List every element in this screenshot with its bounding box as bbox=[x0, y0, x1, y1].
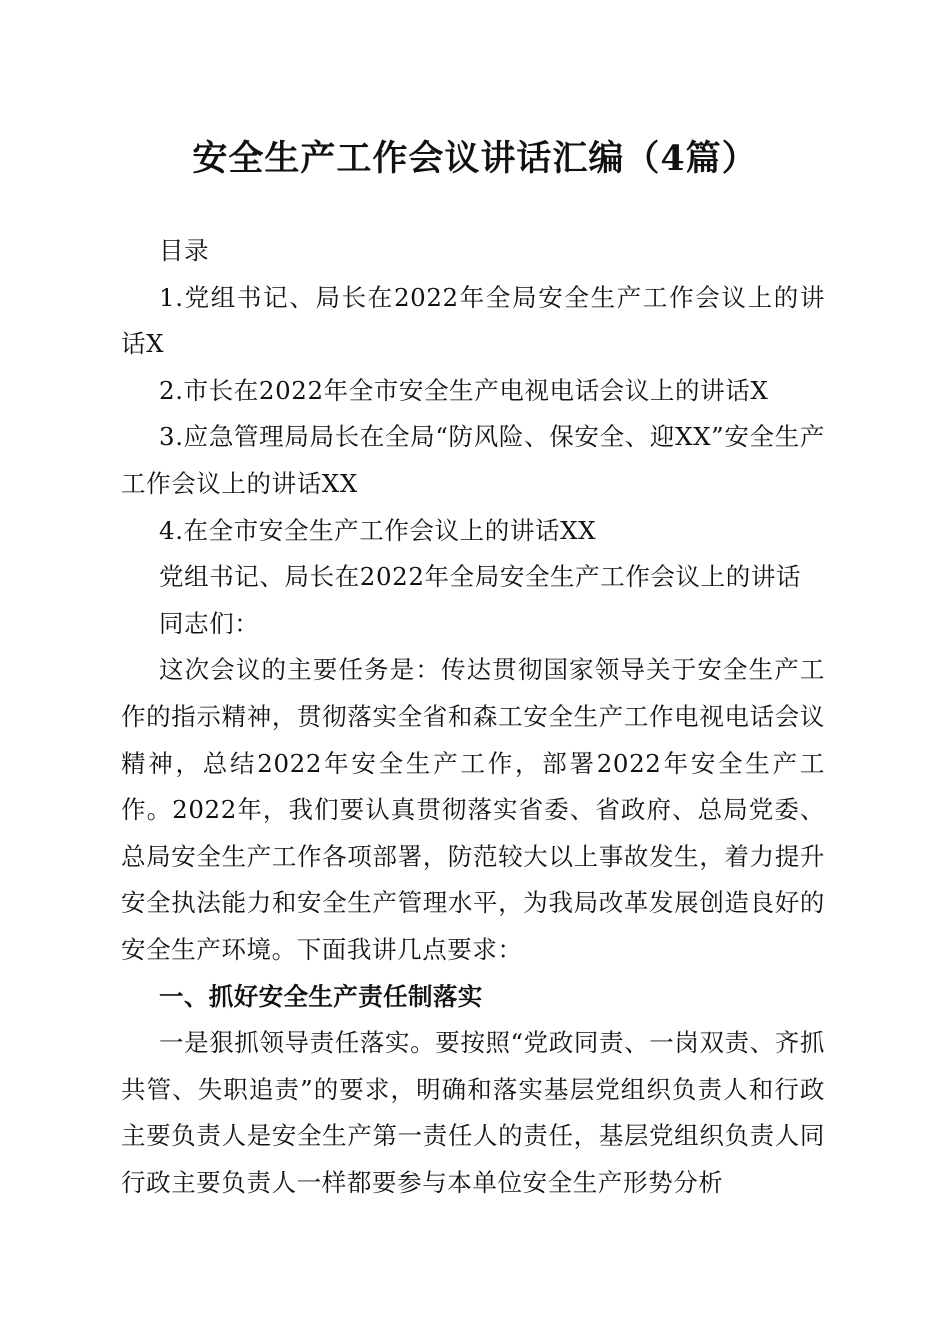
section-1-text: 要按照“党政同责、一岗双责、齐抓共管、失职追责”的要求，明确和落实基层党组织负责人和行政主要负责人是安全生产第一责任人的责任，基层党组织负责人同行政主要负责人一样都要参与本单位安全生产形势分析 bbox=[121, 1028, 825, 1197]
section-heading-1: 一、抓好安全生产责任制落实 bbox=[159, 981, 483, 1011]
toc-item-2: 2.市长在2022年全市安全生产电视电话会议上的讲话X bbox=[159, 375, 769, 405]
speech-salutation: 同志们： bbox=[159, 608, 260, 638]
document-body bbox=[121, 228, 825, 1206]
speech-intro-paragraph: 这次会议的主要任务是：传达贯彻国家领导关于安全生产工作的指示精神，贯彻落实全省和森工安全生产工作电视电话会议精神，总结2022年安全生产工作，部署2022年安全生产工作。2022年，我们要认真贯彻落实省委、省政府、总局党委、总局安全生产工作各项部署，防范较大以上事故发生，着力提升安全执法能力和安全生产管理水平，为我局改革发展创造良好的安全生产环境。下面我讲几点要求： bbox=[121, 655, 825, 964]
speech-heading: 党组书记、局长在2022年全局安全生产工作会议上的讲话 bbox=[159, 562, 802, 592]
section-1-lead-phrase: 一是狠抓领导责任落实。 bbox=[159, 1028, 436, 1058]
toc-label: 目录 bbox=[159, 236, 210, 265]
section-1-paragraph bbox=[121, 1020, 825, 1206]
toc-item-4: 4.在全市安全生产工作会议上的讲话XX bbox=[159, 515, 597, 545]
toc-item-1: 1.党组书记、局长在2022年全局安全生产工作会议上的讲话X bbox=[121, 282, 825, 359]
toc-item-3: 3.应急管理局局长在全局“防风险、保安全、迎XX”安全生产工作会议上的讲话XX bbox=[121, 422, 825, 498]
document-title: 安全生产工作会议讲话汇编（4篇） bbox=[192, 138, 758, 179]
